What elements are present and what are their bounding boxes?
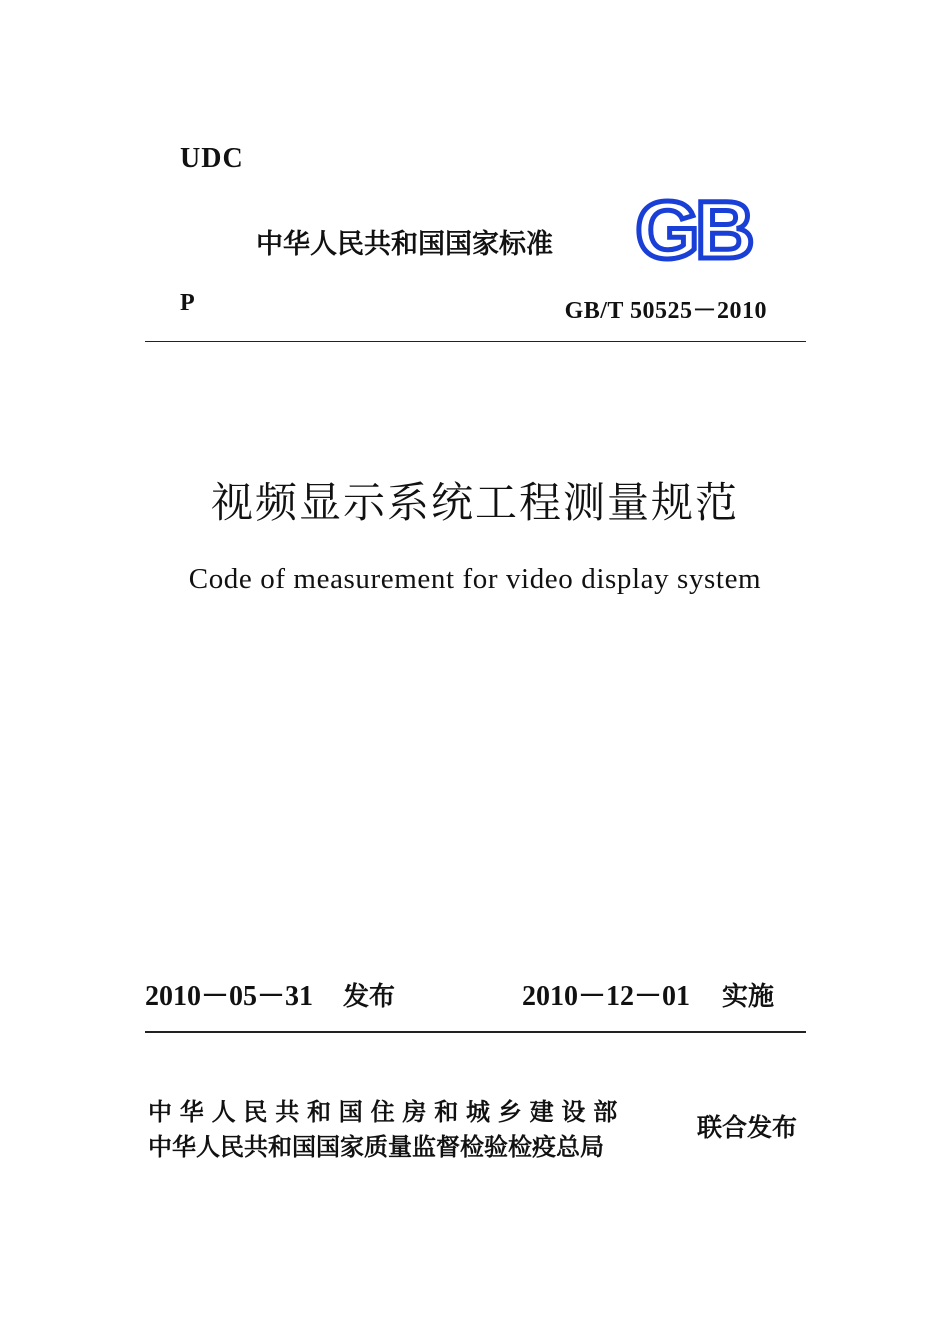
standard-number: GB/T 50525－2010 [564, 298, 767, 324]
implementation-date-row [522, 974, 774, 1014]
top-divider [145, 341, 806, 342]
issue-date-row [145, 974, 395, 1014]
issuer-line: 中华人民共和国国家质量监督检验检疫总局 [148, 1133, 604, 1161]
classification-code: P [180, 290, 195, 316]
implementation-label: 实施 [722, 982, 775, 1012]
bottom-divider [145, 1031, 806, 1033]
joint-issue-label: 联合发布 [697, 1113, 798, 1142]
title-chinese: 视频显示系统工程测量规范 [210, 478, 739, 527]
gb-logo [622, 192, 764, 268]
title-english: Code of measurement for video display system [188, 563, 762, 595]
gb-logo-text: GB [635, 192, 751, 268]
standard-type: 中华人民共和国国家标准 [256, 229, 553, 260]
udc-label: UDC [180, 143, 244, 174]
implementation-date: 2010－12－01 [522, 981, 691, 1012]
issue-label: 发布 [343, 982, 396, 1012]
issue-date: 2010－05－31 [145, 981, 314, 1012]
issuer-line: 中华人民共和国住房和城乡建设部 [148, 1098, 625, 1126]
